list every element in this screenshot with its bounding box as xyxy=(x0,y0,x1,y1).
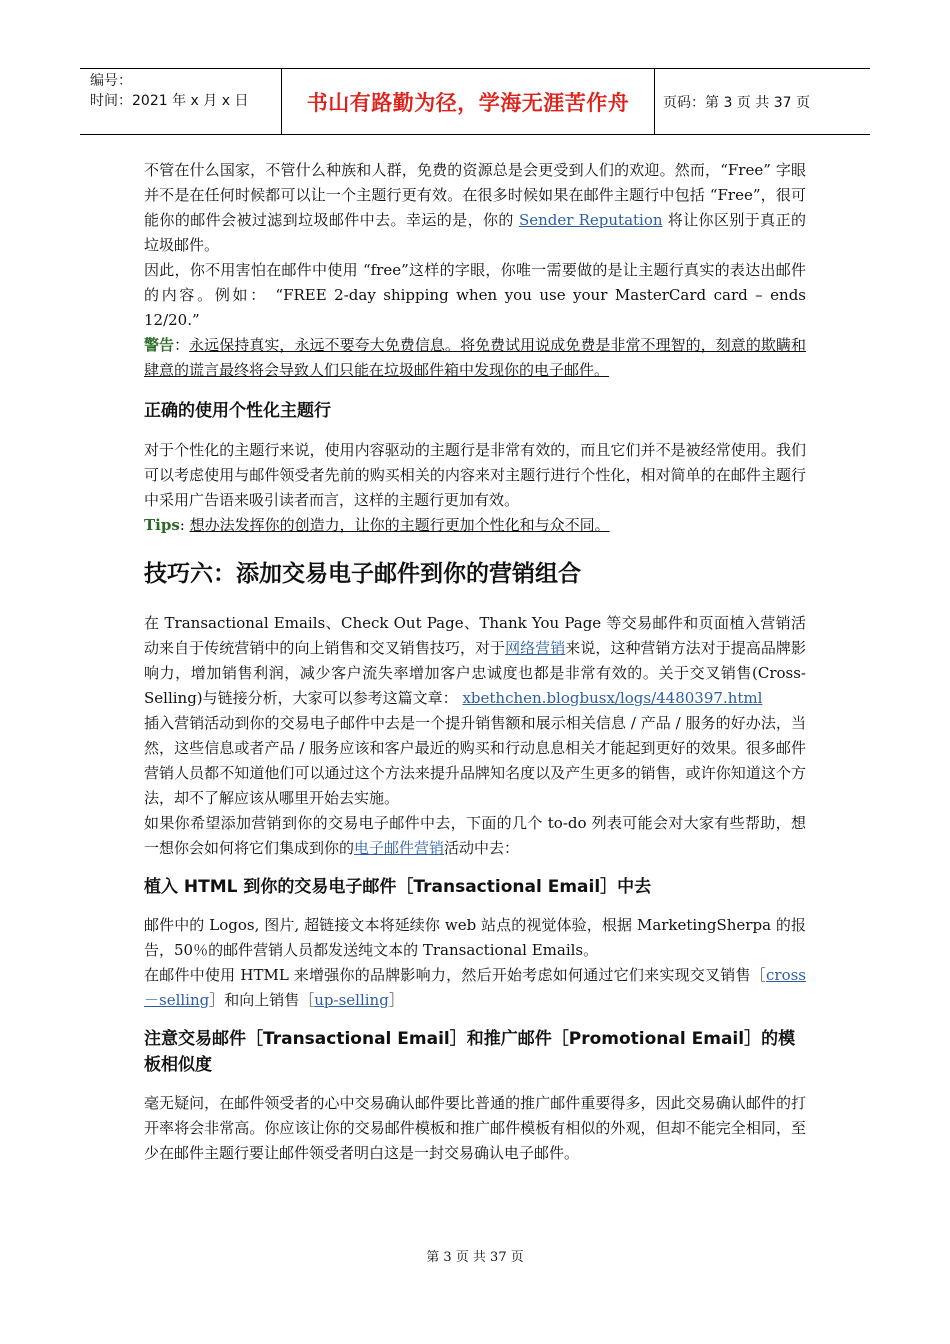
tip6-paragraph-1 xyxy=(144,611,806,711)
tip6-heading: 技巧六：添加交易电子邮件到你的营销组合 xyxy=(144,561,581,587)
tips-paragraph: Tips: 想办法发挥你的创造力，让你的主题行更加个性化和与众不同。 xyxy=(144,516,610,534)
warning-text: 永远保持真实，永远不要夸大免费信息。将免费试用说成免费是非常不理智的，刻意的欺瞒和肆意的谎言最终将会导致人们只能在垃圾邮件箱中发现你的电子邮件。 xyxy=(144,336,806,379)
html-p2-text-b: ］和向上销售［ xyxy=(209,991,315,1009)
template-similarity-heading: 注意交易邮件［Transactional Email］和推广邮件［Promotional Email］的模板相似度 xyxy=(144,1029,796,1075)
tips-label: Tips xyxy=(144,516,180,534)
page-header xyxy=(80,68,870,135)
network-marketing-link[interactable]: 网络营销 xyxy=(505,639,566,657)
header-motto: 书山有路勤为径，学海无涯苦作舟 xyxy=(306,90,630,115)
tip6-p3-text-b: 活动中去： xyxy=(444,839,520,857)
warning-label: 警告 xyxy=(144,336,175,354)
header-page-info: 页码：第 3 页 共 37 页 xyxy=(663,94,810,111)
html-paragraph-2 xyxy=(144,963,806,1013)
document-number-label: 编号： xyxy=(90,73,132,89)
personalization-heading: 正确的使用个性化主题行 xyxy=(144,401,331,421)
html-p2-text-a: 在邮件中使用 HTML 来增强你的品牌影响力，然后开始考虑如何通过它们来实现交叉销售［ xyxy=(144,966,766,984)
free-paragraph-2: 因此，你不用害怕在邮件中使用 “free”这样的字眼，你唯一需要做的是让主题行真实的表达出邮件的内容。例如： “FREE 2-day shipping when you use your MasterCard card – ends 12/20.” xyxy=(144,261,806,329)
free-paragraph-1 xyxy=(144,158,806,258)
document-body xyxy=(144,158,806,1166)
tip6-paragraph-3 xyxy=(144,811,806,861)
article-link[interactable]: xbethchen.blogbusx/logs/4480397.html xyxy=(462,689,763,707)
html-p2-text-c: ］ xyxy=(388,991,404,1009)
header-meta xyxy=(80,69,281,134)
tips-text: 想办法发挥你的创造力，让你的主题行更加个性化和与众不同。 xyxy=(189,516,610,534)
template-similarity-paragraph: 毫无疑问，在邮件领受者的心中交易确认邮件要比普通的推广邮件重要得多，因此交易确认邮件的打开率将会非常高。你应该让你的交易邮件模板和推广邮件模板有相似的外观，但却不能完全相同，至少在邮件主题行要让邮件领受者明白这是一封交易确认电子邮件。 xyxy=(144,1094,806,1162)
free-p1-text-b: 将让你区别于真正的垃圾邮件。 xyxy=(144,211,806,254)
cross-selling-link[interactable]: cross－selling xyxy=(144,966,806,1009)
personalization-paragraph: 对于个性化的主题行来说，使用内容驱动的主题行是非常有效的，而且它们并不是被经常使用。我们可以考虑使用与邮件领受者先前的购买相关的内容来对主题行进行个性化，相对简单的在邮件主题行中采用广告语来吸引读者而言，这样的主题行更加有效。 xyxy=(144,441,806,509)
html-paragraph-1: 邮件中的 Logos, 图片, 超链接文本将延续你 web 站点的视觉体验，根据 MarketingSherpa 的报告，50％的邮件营销人员都发送纯文本的 Transactional Emails。 xyxy=(144,916,806,959)
tip6-paragraph-2: 插入营销活动到你的交易电子邮件中去是一个提升销售额和展示相关信息 / 产品 / 服务的好办法，当然，这些信息或者产品 / 服务应该和客户最近的购买和行动息息相关才能起到更好的效果。很多邮件营销人员都不知道他们可以通过这个方法来提升品牌知名度以及产生更多的销售，或许你知道这个方法，却不了解应该从哪里开始去实施。 xyxy=(144,714,806,807)
page-footer: 第 3 页 共 37 页 xyxy=(426,1250,524,1265)
tip6-p3-text-a: 如果你希望添加营销到你的交易电子邮件中去，下面的几个 to-do 列表可能会对大家有些帮助，想一想你会如何将它们集成到你的 xyxy=(144,814,806,857)
document-time-label: 时间：2021 年 x 月 x 日 xyxy=(90,93,249,109)
free-p1-text-a: 不管在什么国家，不管什么种族和人群，免费的资源总是会更受到人们的欢迎。然而，“Free” 字眼并不是在任何时候都可以让一个主题行更有效。在很多时候如果在邮件主题行中包括 “Free”，很可能你的邮件会被过滤到垃圾邮件中去。幸运的是，你的 xyxy=(144,161,806,229)
warning-paragraph: 警告：永远保持真实，永远不要夸大免费信息。将免费试用说成免费是非常不理智的，刻意的欺瞒和肆意的谎言最终将会导致人们只能在垃圾邮件箱中发现你的电子邮件。 xyxy=(144,336,806,379)
sender-reputation-link[interactable]: Sender Reputation xyxy=(518,211,663,229)
tip6-p1-text-b: 来说，这种营销方法对于提高品牌影响力，增加销售利润，减少客户流失率增加客户忠诚度也都是非常有效的。关于交叉销售(Cross-Selling)与链接分析，大家可以参考这篇文章： xyxy=(144,639,806,707)
html-heading: 植入 HTML 到你的交易电子邮件［Transactional Email］中去 xyxy=(144,877,652,897)
tip6-p1-text-a: 在 Transactional Emails、Check Out Page、Thank You Page 等交易邮件和页面植入营销活动来自于传统营销中的向上销售和交叉销售技巧，对于 xyxy=(144,614,806,657)
header-motto-cell xyxy=(281,69,655,134)
email-marketing-link[interactable]: 电子邮件营销 xyxy=(354,839,445,857)
up-selling-link[interactable]: up-selling xyxy=(314,991,389,1009)
